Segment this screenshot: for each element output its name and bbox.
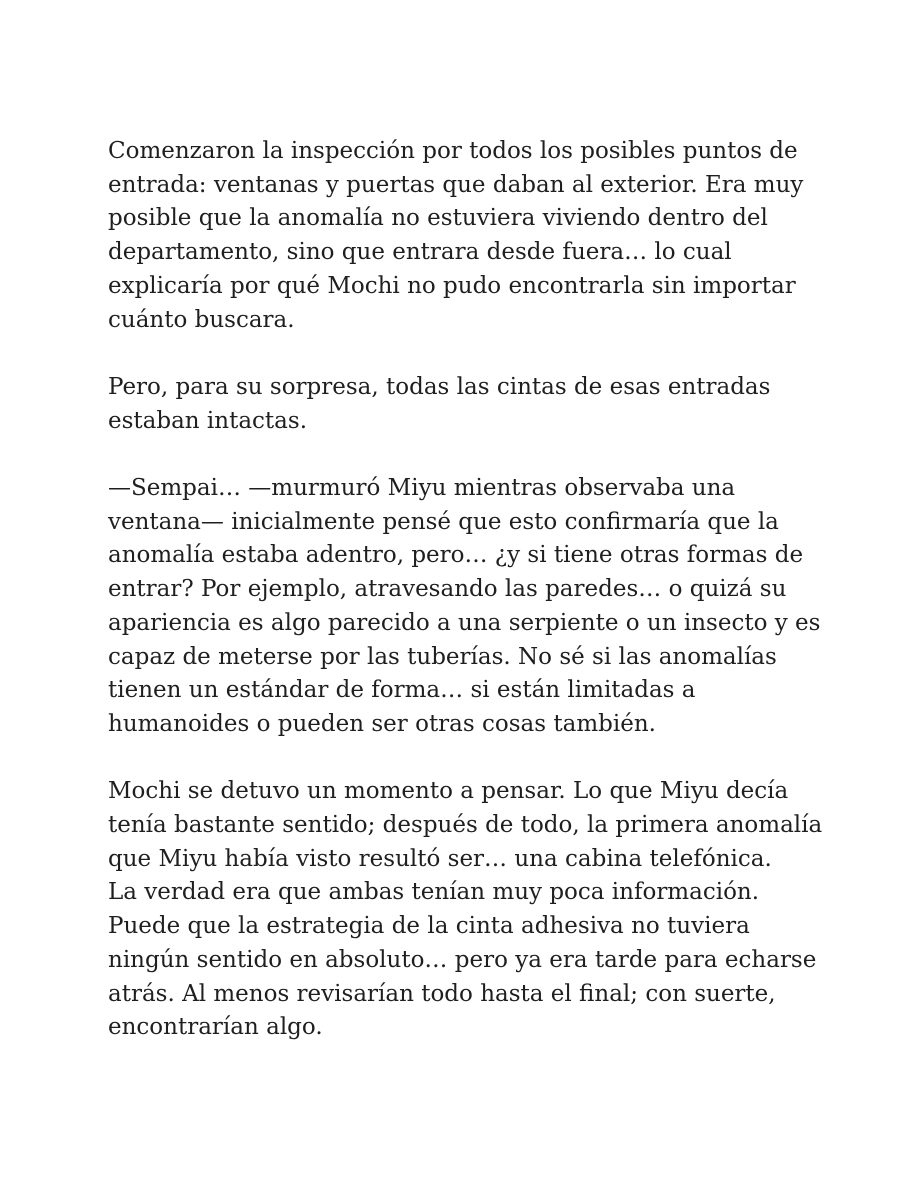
text-line: entrada: ventanas y puertas que daban al exterior. Era muy	[108, 171, 804, 198]
paragraph-dialogue	[108, 472, 821, 742]
paragraph-surprise	[108, 371, 808, 438]
text-line: La verdad era que ambas tenían muy poca información.	[108, 879, 760, 906]
text-line: entrar? Por ejemplo, atravesando las paredes… o quizá su	[108, 576, 787, 603]
paragraph-inspection	[108, 135, 808, 337]
text-line: cuánto buscara.	[108, 306, 295, 333]
text-line: Comenzaron la inspección por todos los posibles puntos de	[108, 138, 798, 164]
text-line: que Miyu había visto resultó ser… una cabina telefónica.	[108, 845, 772, 872]
text-line: atrás. Al menos revisarían todo hasta el final; con suerte,	[108, 980, 776, 1007]
document-page	[108, 135, 823, 1045]
text-line: posible que la anomalía no estuviera viviendo dentro del	[108, 205, 768, 232]
paragraph-gap	[108, 438, 808, 472]
text-line: estaban intactas.	[108, 407, 308, 434]
text-line: apariencia es algo parecido a una serpiente o un insecto y es	[108, 609, 821, 636]
text-line: tenía bastante sentido; después de todo, la primera anomalía	[108, 812, 823, 839]
paragraph-gap	[108, 337, 808, 371]
text-line: ningún sentido en absoluto… pero ya era tarde para echarse	[108, 946, 817, 973]
text-line: Mochi se detuvo un momento a pensar. Lo que Miyu decía	[108, 778, 789, 805]
text-line: ventana— inicialmente pensé que esto confirmaría que la	[108, 508, 779, 535]
text-line: Pero, para su sorpresa, todas las cintas de esas entradas	[108, 373, 771, 400]
text-line: tienen un estándar de forma… si están limitadas a	[108, 677, 696, 704]
text-line: anomalía estaba adentro, pero… ¿y si tiene otras formas de	[108, 542, 804, 569]
paragraph-gap	[108, 742, 808, 776]
paragraph-reflection	[108, 775, 823, 1045]
text-line: explicaría por qué Mochi no pudo encontrarla sin importar	[108, 272, 796, 299]
text-line: departamento, sino que entrara desde fuera… lo cual	[108, 239, 732, 266]
text-line: humanoides o pueden ser otras cosas también.	[108, 710, 656, 737]
text-line: encontrarían algo.	[108, 1014, 323, 1041]
text-line: —Sempai… —murmuró Miyu mientras observaba una	[108, 475, 736, 501]
text-line: Puede que la estrategia de la cinta adhesiva no tuviera	[108, 913, 750, 940]
text-line: capaz de meterse por las tuberías. No sé si las anomalías	[108, 643, 777, 670]
